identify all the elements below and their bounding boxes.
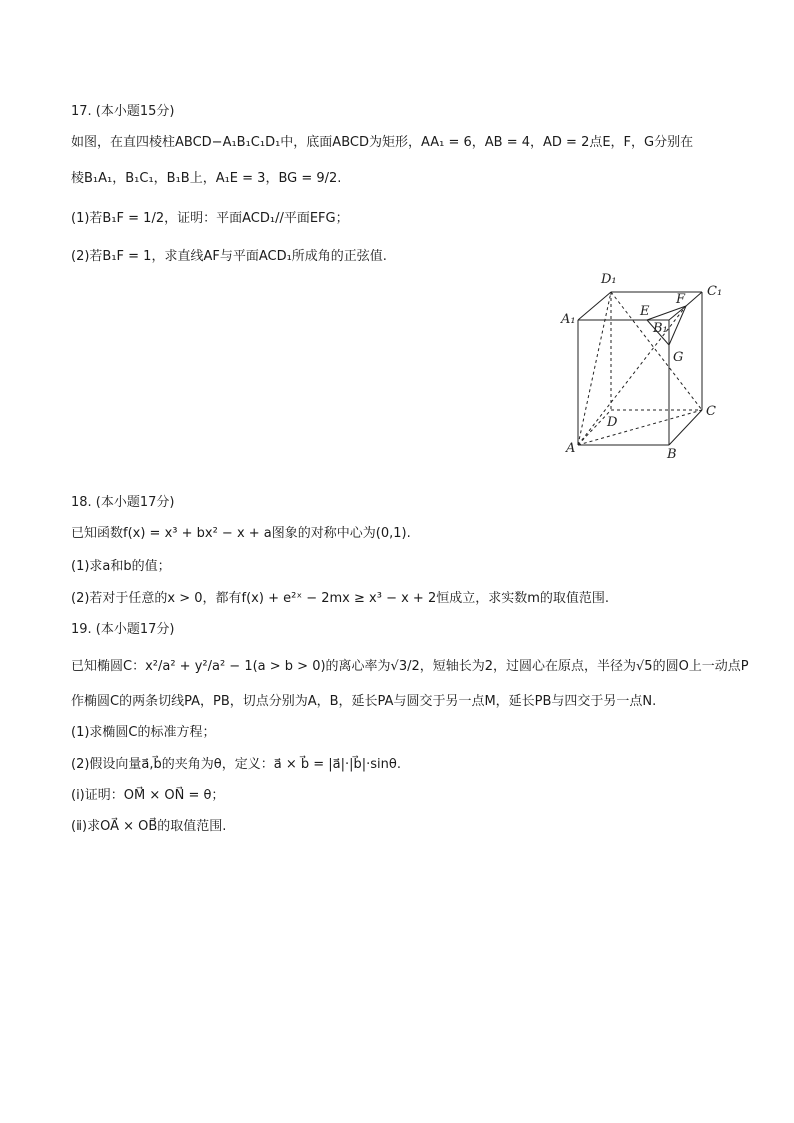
hidden-segment-a-f xyxy=(578,306,686,445)
label-a: A xyxy=(566,441,576,456)
problem-19-part-1: (1)求椭圆C的标准方程； xyxy=(71,725,216,740)
label-g: G xyxy=(673,350,684,365)
label-c: C xyxy=(706,404,716,419)
label-d: D xyxy=(607,415,618,430)
triangle-f-g xyxy=(669,306,686,345)
problem-17-statement-line-2: 棱B₁A₁，B₁C₁，B₁B上，A₁E = 3，BG = 9/2. xyxy=(71,171,342,186)
label-a1: A₁ xyxy=(561,312,576,327)
problem-18-statement: 已知函数f(x) = x³ + bx² − x + a图象的对称中心为(0,1). xyxy=(71,526,411,541)
hidden-segment-d1-c xyxy=(611,292,702,410)
problem-19-statement-line-2: 作椭圆C的两条切线PA，PB，切点分别为A，B，延长PA与圆交于另一点M，延长PB与四交于另一点N. xyxy=(71,694,657,709)
prism-figure xyxy=(555,265,735,465)
problem-19-statement-line-1: 已知椭圆C：x²/a² + y²/a² − 1(a > b > 0)的离心率为√3/2，短轴长为2，过圆心在原点，半径为√5的圆O上一动点P xyxy=(71,659,749,674)
label-c1: C₁ xyxy=(707,284,723,299)
label-e: E xyxy=(640,304,650,319)
problem-18-part-1: (1)求a和b的值； xyxy=(71,559,171,574)
edge-b-c xyxy=(669,410,702,445)
problem-19-part-2-i: (ⅰ)证明：OM⃗ × ON⃗ = θ； xyxy=(71,788,225,803)
problem-17-header: 17. (本小题15分) xyxy=(71,104,175,119)
problem-17-statement-line-1: 如图，在直四棱柱ABCD−A₁B₁C₁D₁中，底面ABCD为矩形，AA₁ = 6，AB = 4，AD = 2点E，F，G分别在 xyxy=(71,135,694,150)
edge-c1-f xyxy=(686,292,702,306)
problem-17-part-1: (1)若B₁F = 1/2，证明：平面ACD₁//平面EFG； xyxy=(71,211,349,226)
problem-17-part-2: (2)若B₁F = 1，求直线AF与平面ACD₁所成角的正弦值. xyxy=(71,249,387,264)
triangle-e-f xyxy=(647,306,686,320)
label-d1: D₁ xyxy=(601,272,617,287)
problem-19-part-2-ii: (ⅱ)求OA⃗ × OB⃗的取值范围. xyxy=(71,819,227,834)
problem-19-header: 19. (本小题17分) xyxy=(71,622,175,637)
label-b1: B₁ xyxy=(653,321,668,336)
problem-18-header: 18. (本小题17分) xyxy=(71,495,175,510)
label-f: F xyxy=(676,292,686,307)
problem-19-part-2: (2)假设向量a⃗,b⃗的夹角为θ，定义：a⃗ × b⃗ = |a⃗|·|b⃗|·sinθ. xyxy=(71,757,401,772)
label-b: B xyxy=(667,447,677,462)
problem-18-part-2: (2)若对于任意的x > 0，都有f(x) + e²ˣ − 2mx ≥ x³ − x + 2恒成立，求实数m的取值范围. xyxy=(71,591,610,606)
hidden-segment-a-c xyxy=(578,410,702,445)
